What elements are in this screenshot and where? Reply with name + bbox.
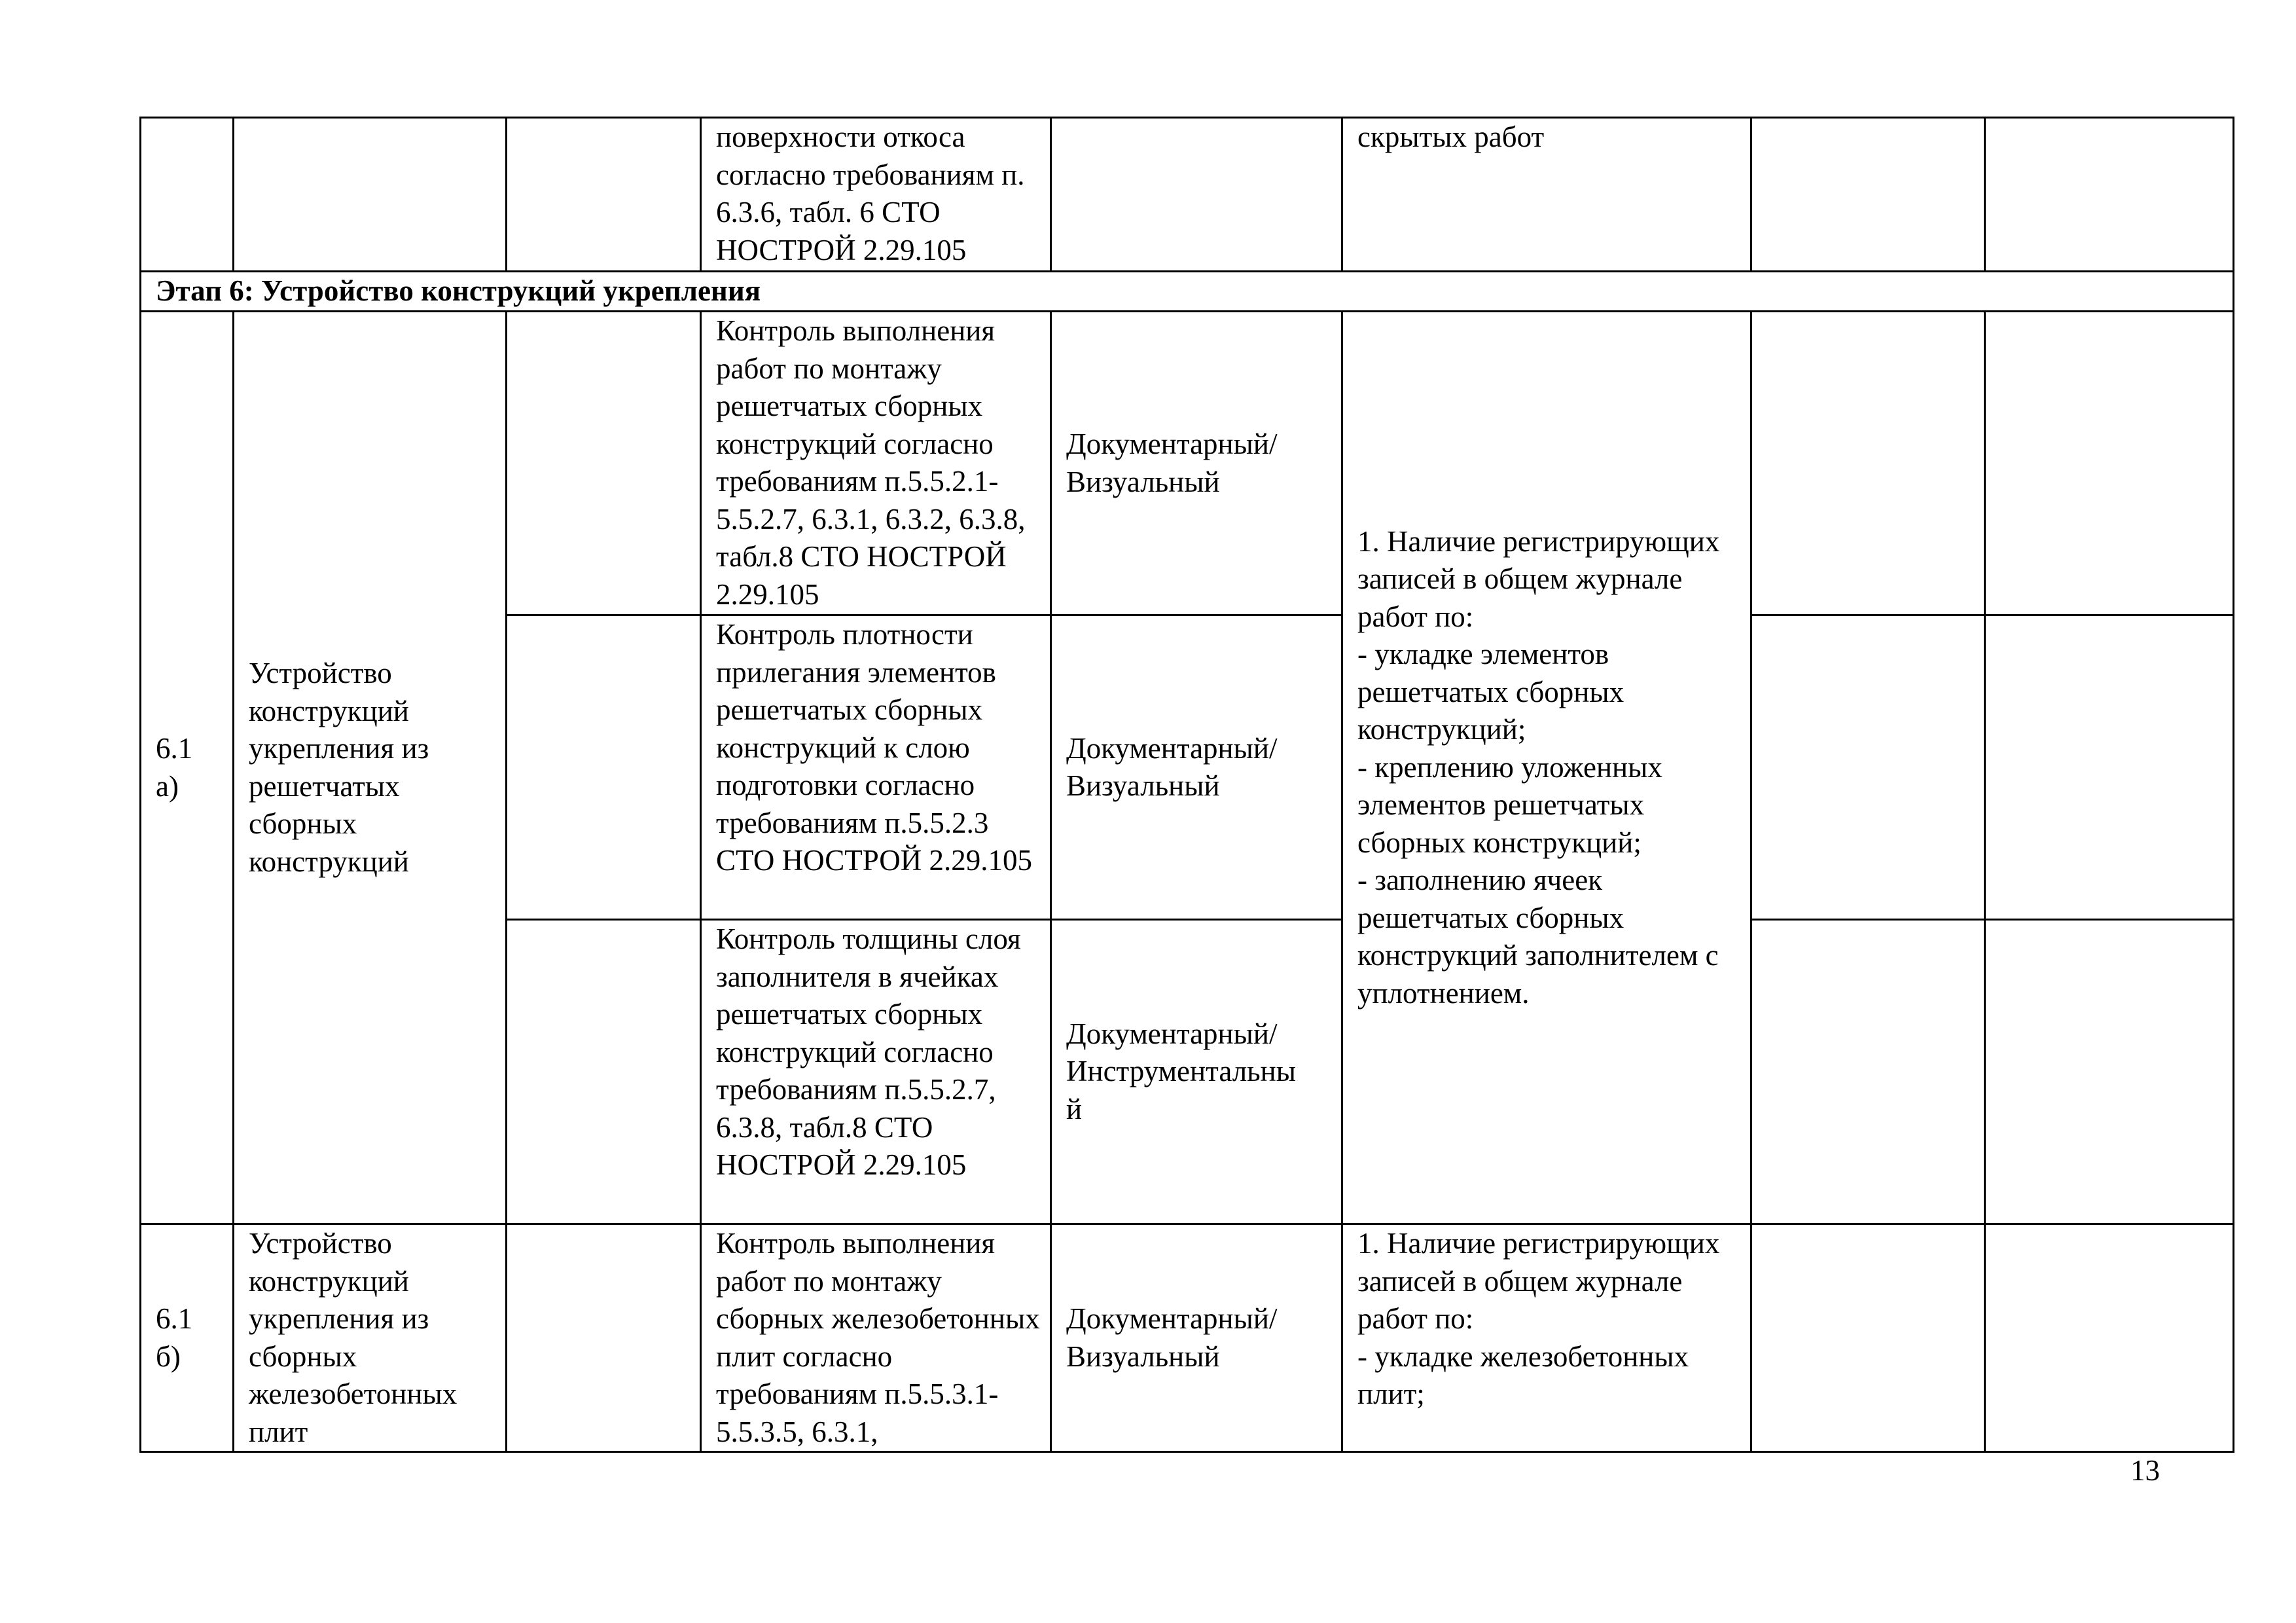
table-cell-empty bbox=[1751, 312, 1985, 615]
page-number: 13 bbox=[2130, 1454, 2160, 1487]
table-cell-empty bbox=[1985, 312, 2234, 615]
check-method: Документарный/ Визуальный bbox=[1051, 1224, 1342, 1452]
item-documents: 1. Наличие регистрирующих записей в общем журнале работ по: - укладке элементов решетчатых сборных конструкций; - креплению уложенных элементов решетчатых сборных конструкций; - заполнению ячеек решетчатых сборных конструкций заполнителем с уплотнением. bbox=[1342, 312, 1751, 1224]
table-cell-empty bbox=[1985, 1224, 2234, 1452]
check-method: Документарный/ Визуальный bbox=[1051, 615, 1342, 920]
table-cell-name bbox=[234, 118, 507, 272]
check-method: Документарный/ Визуальный bbox=[1051, 312, 1342, 615]
table-row bbox=[141, 312, 2234, 615]
inspection-table bbox=[139, 117, 2234, 1453]
check-requirement: Контроль выполнения работ по монтажу решетчатых сборных конструкций согласно требованиям п.5.5.2.1-5.5.2.7, 6.3.1, 6.3.2, 6.3.8, табл.8 СТО НОСТРОЙ 2.29.105 bbox=[701, 312, 1051, 615]
table-row bbox=[141, 1224, 2234, 1452]
table-cell-method bbox=[1051, 118, 1342, 272]
item-name: Устройство конструкций укрепления из решетчатых сборных конструкций bbox=[234, 312, 507, 1224]
check-requirement: Контроль плотности прилегания элементов решетчатых сборных конструкций к слою подготовки согласно требованиям п.5.5.2.3 СТО НОСТРОЙ 2.29.105 bbox=[701, 615, 1051, 920]
item-number: 6.1 а) bbox=[141, 312, 234, 1224]
stage-title: Этап 6: Устройство конструкций укрепления bbox=[141, 272, 2234, 312]
table-cell-empty bbox=[1985, 615, 2234, 920]
table-cell-empty bbox=[507, 1224, 701, 1452]
item-number: 6.1 б) bbox=[141, 1224, 234, 1452]
table-cell-documents: скрытых работ bbox=[1342, 118, 1751, 272]
item-name: Устройство конструкций укрепления из сборных железобетонных плит bbox=[234, 1224, 507, 1452]
table-cell-empty bbox=[1751, 920, 1985, 1224]
table-cell-empty bbox=[507, 920, 701, 1224]
table-cell-empty bbox=[1751, 118, 1985, 272]
table-cell-empty bbox=[507, 312, 701, 615]
check-requirement: Контроль выполнения работ по монтажу сборных железобетонных плит согласно требованиям п.5.5.3.1-5.5.3.5, 6.3.1, bbox=[701, 1224, 1051, 1452]
table-cell-empty bbox=[1985, 920, 2234, 1224]
table-row-stage bbox=[141, 272, 2234, 312]
table-row bbox=[141, 118, 2234, 272]
check-method: Документарный/ Инструментальны й bbox=[1051, 920, 1342, 1224]
table-cell-empty bbox=[1985, 118, 2234, 272]
table-cell-number bbox=[141, 118, 234, 272]
table-cell-empty bbox=[507, 615, 701, 920]
check-requirement: Контроль толщины слоя заполнителя в ячейках решетчатых сборных конструкций согласно требованиям п.5.5.2.7, 6.3.8, табл.8 СТО НОСТРОЙ 2.29.105 bbox=[701, 920, 1051, 1224]
table-cell-empty bbox=[1751, 615, 1985, 920]
table-cell-empty bbox=[507, 118, 701, 272]
table-cell-empty bbox=[1751, 1224, 1985, 1452]
item-documents: 1. Наличие регистрирующих записей в общем журнале работ по: - укладке железобетонных плит; bbox=[1342, 1224, 1751, 1452]
table-cell-requirement: поверхности откоса согласно требованиям п. 6.3.6, табл. 6 СТО НОСТРОЙ 2.29.105 bbox=[701, 118, 1051, 272]
